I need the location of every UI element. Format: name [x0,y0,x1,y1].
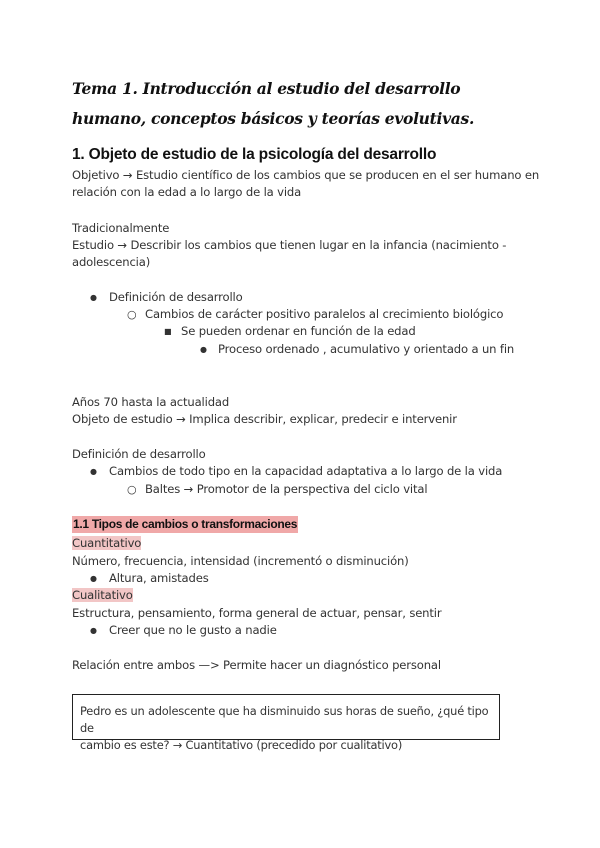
objeto-text: Objeto de estudio → Implica describir, explicar, predecir e intervenir [72,412,457,426]
list-item: Altura, amistades [109,571,209,585]
estudio-line-1: Estudio → Describir los cambios que tienen lugar en la infancia (nacimiento - [72,238,507,252]
list-item: Proceso ordenado , acumulativo y orientado a un fin [218,342,515,356]
definicion-text: Definición de desarrollo [72,447,206,461]
cuantitativo-desc: Número, frecuencia, intensidad (incrementó o disminución) [72,554,409,568]
anos70-text: Años 70 hasta la actualidad [72,395,230,409]
list-item: Creer que no le gusto a nadie [109,623,277,637]
example-line-2: cambio es este? → Cuantitativo (precedido por cualitativo) [80,738,403,752]
relacion-text: Relación entre ambos —> Permite hacer un diagnóstico personal [72,658,441,672]
section-heading-1: 1. Objeto de estudio de la psicología del desarrollo [72,146,437,163]
bullet-disc-icon: ● [90,574,97,583]
objetivo-line-1: Objetivo → Estudio científico de los cambios que se producen en el ser humano en [72,168,540,182]
example-line-1: Pedro es un adolescente que ha disminuido sus horas de sueño, ¿qué tipo de [80,704,489,735]
estudio-line-2: adolescencia) [72,255,151,269]
list-item: Cambios de carácter positivo paralelos al crecimiento biológico [145,307,504,321]
list-item: Cambios de todo tipo en la capacidad adaptativa a lo largo de la vida [109,464,503,478]
bullet-circle-icon: ○ [127,483,137,496]
bullet-circle-icon: ○ [127,308,137,321]
cualitativo-desc: Estructura, pensamiento, forma general de actuar, pensar, sentir [72,606,442,620]
list-item: Se pueden ordenar en función de la edad [181,324,416,338]
list-item: Baltes → Promotor de la perspectiva del ciclo vital [145,482,428,496]
bullet-disc-icon: ● [90,467,97,476]
section-heading-1-1: 1.1 Tipos de cambios o transformaciones [73,517,298,531]
document-title: Tema 1. Introducción al estudio del desarrollo humano, conceptos básicos y teorías evolutivas. [72,79,475,128]
bullet-disc-icon: ● [90,626,97,635]
cualitativo-label: Cualitativo [72,588,133,602]
bullet-disc-icon: ● [200,345,207,354]
list-item: Definición de desarrollo [109,290,243,304]
example-box-text [80,703,500,754]
objetivo-line-2: relación con la edad a lo largo de la vida [72,185,302,199]
bullet-square-icon: ■ [164,327,172,336]
tradicionalmente-text: Tradicionalmente [72,221,170,235]
cuantitativo-label: Cuantitativo [72,536,142,550]
bullet-disc-icon: ● [90,293,97,302]
